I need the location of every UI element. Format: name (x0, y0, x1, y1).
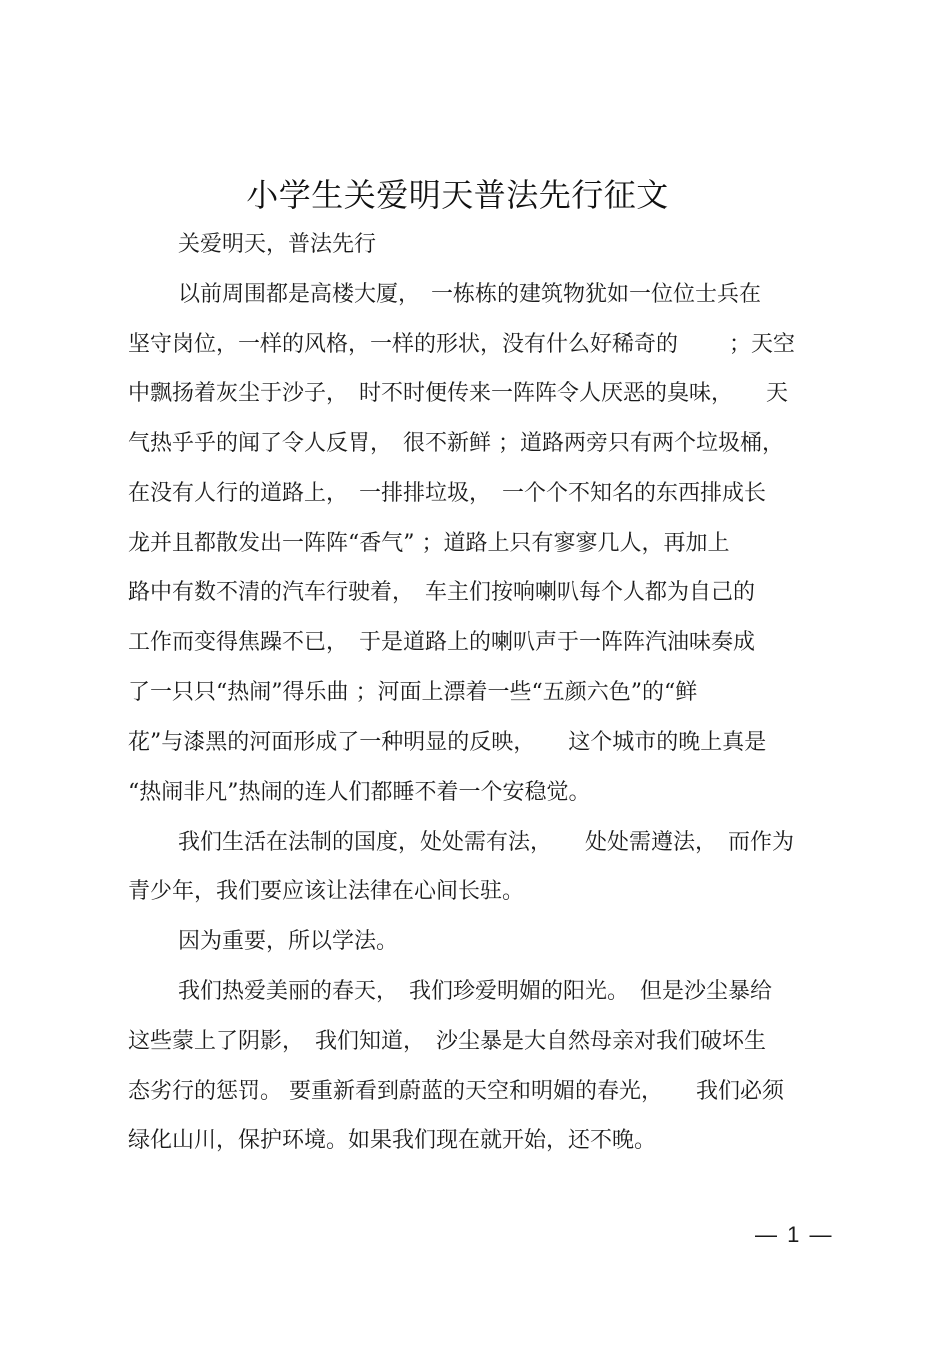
paragraph-line: 我们热爱美丽的春天， 我们珍爱明媚的阳光。 但是沙尘暴给 (178, 979, 773, 1004)
paragraph-line: 以前周围都是高楼大厦， 一栋栋的建筑物犹如一位位士兵在 (178, 282, 762, 307)
paragraph-line: 花”与漆黑的河面形成了一种明显的反映， 这个城市的晚上真是 (128, 730, 767, 755)
paragraph-line: 因为重要，所以学法。 (178, 929, 399, 954)
paragraph-line: 这些蒙上了阴影， 我们知道， 沙尘暴是大自然母亲对我们破坏生 (128, 1029, 767, 1054)
paragraph-line: 路中有数不清的汽车行驶着， 车主们按响喇叭每个人都为自己的 (128, 580, 756, 605)
paragraph-line: 工作而变得焦躁不已， 于是道路上的喇叭声于一阵阵汽油味奏成 (128, 630, 756, 655)
paragraph-line: 中飘扬着灰尘于沙子， 时不时便传来一阵阵令人厌恶的臭味， 天 (128, 381, 789, 406)
paragraph-line: 我们生活在法制的国度，处处需有法， 处处需遵法， 而作为 (178, 830, 795, 855)
paragraph-line: 在没有人行的道路上， 一排排垃圾， 一个个不知名的东西排成长 (128, 481, 767, 506)
paragraph-line: 绿化山川，保护环境。如果我们现在就开始，还不晚。 (128, 1128, 657, 1153)
paragraph-line: 龙并且都散发出一阵阵“香气” ；道路上只有寥寥几人，再加上 (128, 531, 730, 556)
document-title: 小学生关爱明天普法先行征文 (246, 176, 669, 214)
page-number: — 1 — (755, 1222, 834, 1247)
paragraph-line: 态劣行的惩罚。 要重新看到蔚蓝的天空和明媚的春光， 我们必须 (128, 1079, 784, 1104)
paragraph-line: 气热乎乎的闻了令人反胃， 很不新鲜 ；道路两旁只有两个垃圾桶， (128, 431, 784, 456)
paragraph-line: 青少年，我们要应该让法律在心间长驻。 (128, 879, 525, 904)
paragraph-line: 坚守岗位，一样的风格，一样的形状，没有什么好稀奇的 ；天空 (128, 332, 795, 357)
paragraph-line: 了一只只“热闹”得乐曲 ；河面上漂着一些“五颜六色”的“鲜 (128, 680, 698, 705)
paragraph-line: “热闹非凡”热闹的连人们都睡不着一个安稳觉。 (128, 780, 591, 805)
subtitle-line: 关爱明天，普法先行 (178, 232, 377, 257)
